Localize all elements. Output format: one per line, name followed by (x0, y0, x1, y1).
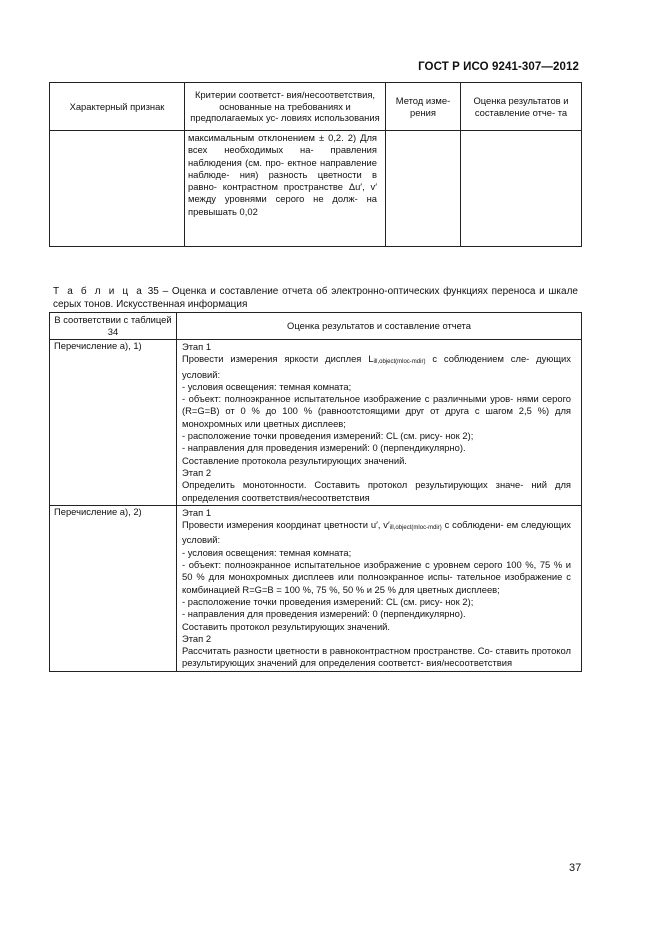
column-header-evaluation: Оценка результатов и составление отчета (177, 313, 582, 340)
condition-item: - направления для проведения измерений: 0 (перпендикулярно). (182, 608, 466, 620)
column-header-feature: Характерный признак (50, 83, 185, 131)
instruction-text (182, 519, 571, 547)
instruction-lead: Провести измерения координат цветности u′, v′ (182, 519, 390, 531)
condition-item: - направления для проведения измерений: 0 (перпендикулярно). (182, 442, 466, 454)
instruction-text (182, 353, 571, 381)
table-caption (53, 286, 578, 311)
document-header: ГОСТ Р ИСО 9241-307—2012 (418, 61, 579, 73)
condition-item: - объект: полноэкранное испытательное изображение с различными уров- нями серого (R=G=B) от 0 % до 100 % (равноотстоящими друг от друга с шагом 2,5 %) для монохромных или цветных дисплеев; (182, 393, 571, 429)
condition-item: - условия освещения: темная комната; (182, 546, 352, 558)
row-reference: Перечисление а), 1) (50, 340, 177, 506)
instruction-lead: Провести измерения яркости дисплея L (182, 353, 374, 365)
instruction-subscript: ill,object(mloc-mdir) (373, 359, 426, 366)
report-step: Определить монотонности. Составить протокол результирующих значе- ний для определения соответствия/несоответствия (182, 479, 571, 503)
stage-title: Этап 1 (182, 506, 212, 518)
condition-item: - объект: полноэкранное испытательное изображение с уровнем серого 100 %, 75 % и 50 % для монохромных дисплеев или полноэкранное испы- тательное изображение с комбинацией R=G=B = 100 %, 75 %, 50 % и 25 % для цветных дисплеев; (182, 559, 571, 595)
column-header-method: Метод изме- рения (386, 83, 461, 131)
table-cell-empty (386, 131, 461, 247)
evaluation-table (49, 312, 582, 672)
instruction-tail: с соблюдением сле- дующих условий: (182, 353, 571, 380)
criteria-cell: максимальным отклонением ± 0,2. 2) Для всех необходимых на- правления наблюдения (см. про- ектное направление наблюде- ния) разность цветности в равно- контрастном пространстве Δu′, v′ между уровнями серого не долж- на превышать 0,02 (185, 131, 386, 247)
column-header-criteria: Критерии соответст- вия/несоответствия, основанные на требованиях и предполагаемых ус- ловиях использования (185, 83, 386, 131)
condition-item: - условия освещения: темная комната; (182, 380, 352, 392)
instruction-subscript: ill,object(mloc-mdir) (389, 525, 442, 532)
condition-item: - расположение точки проведения измерений: CL (см. рису- нок 2); (182, 430, 474, 442)
table-cell-empty (50, 131, 185, 247)
column-header-report: Оценка результатов и составление отче- та (461, 83, 582, 131)
row-content (177, 340, 582, 506)
condition-item: - расположение точки проведения измерений: CL (см. рису- нок 2); (182, 595, 474, 607)
page-number: 37 (569, 862, 582, 874)
continuation-table (49, 82, 582, 247)
stage-title: Этап 1 (182, 341, 212, 352)
report-step: Рассчитать разности цветности в равноконтрастном пространстве. Со- ставить протокол результирующих значений для определения соответст- вия/несоответствия (182, 645, 571, 669)
table-row (50, 340, 582, 506)
table-cell-empty (461, 131, 582, 247)
report-step: Составление протокола результирующих значений. (182, 454, 407, 466)
stage-title: Этап 2 (182, 466, 212, 478)
instruction-tail: с соблюдени- ем следующих условий: (182, 519, 571, 546)
table-row (50, 505, 582, 671)
row-reference: Перечисление а), 2) (50, 505, 177, 671)
caption-text: 35 – Оценка и составление отчета об электронно-оптических функциях переноса и шкале серых тонов. Искусственная информация (53, 286, 578, 310)
caption-label: Т а б л и ц а (53, 286, 145, 297)
row-content (177, 505, 582, 671)
stage-title: Этап 2 (182, 632, 212, 644)
column-header-reference: В соответствии с таблицей 34 (50, 313, 177, 340)
report-step: Составить протокол результирующих значений. (182, 620, 391, 632)
